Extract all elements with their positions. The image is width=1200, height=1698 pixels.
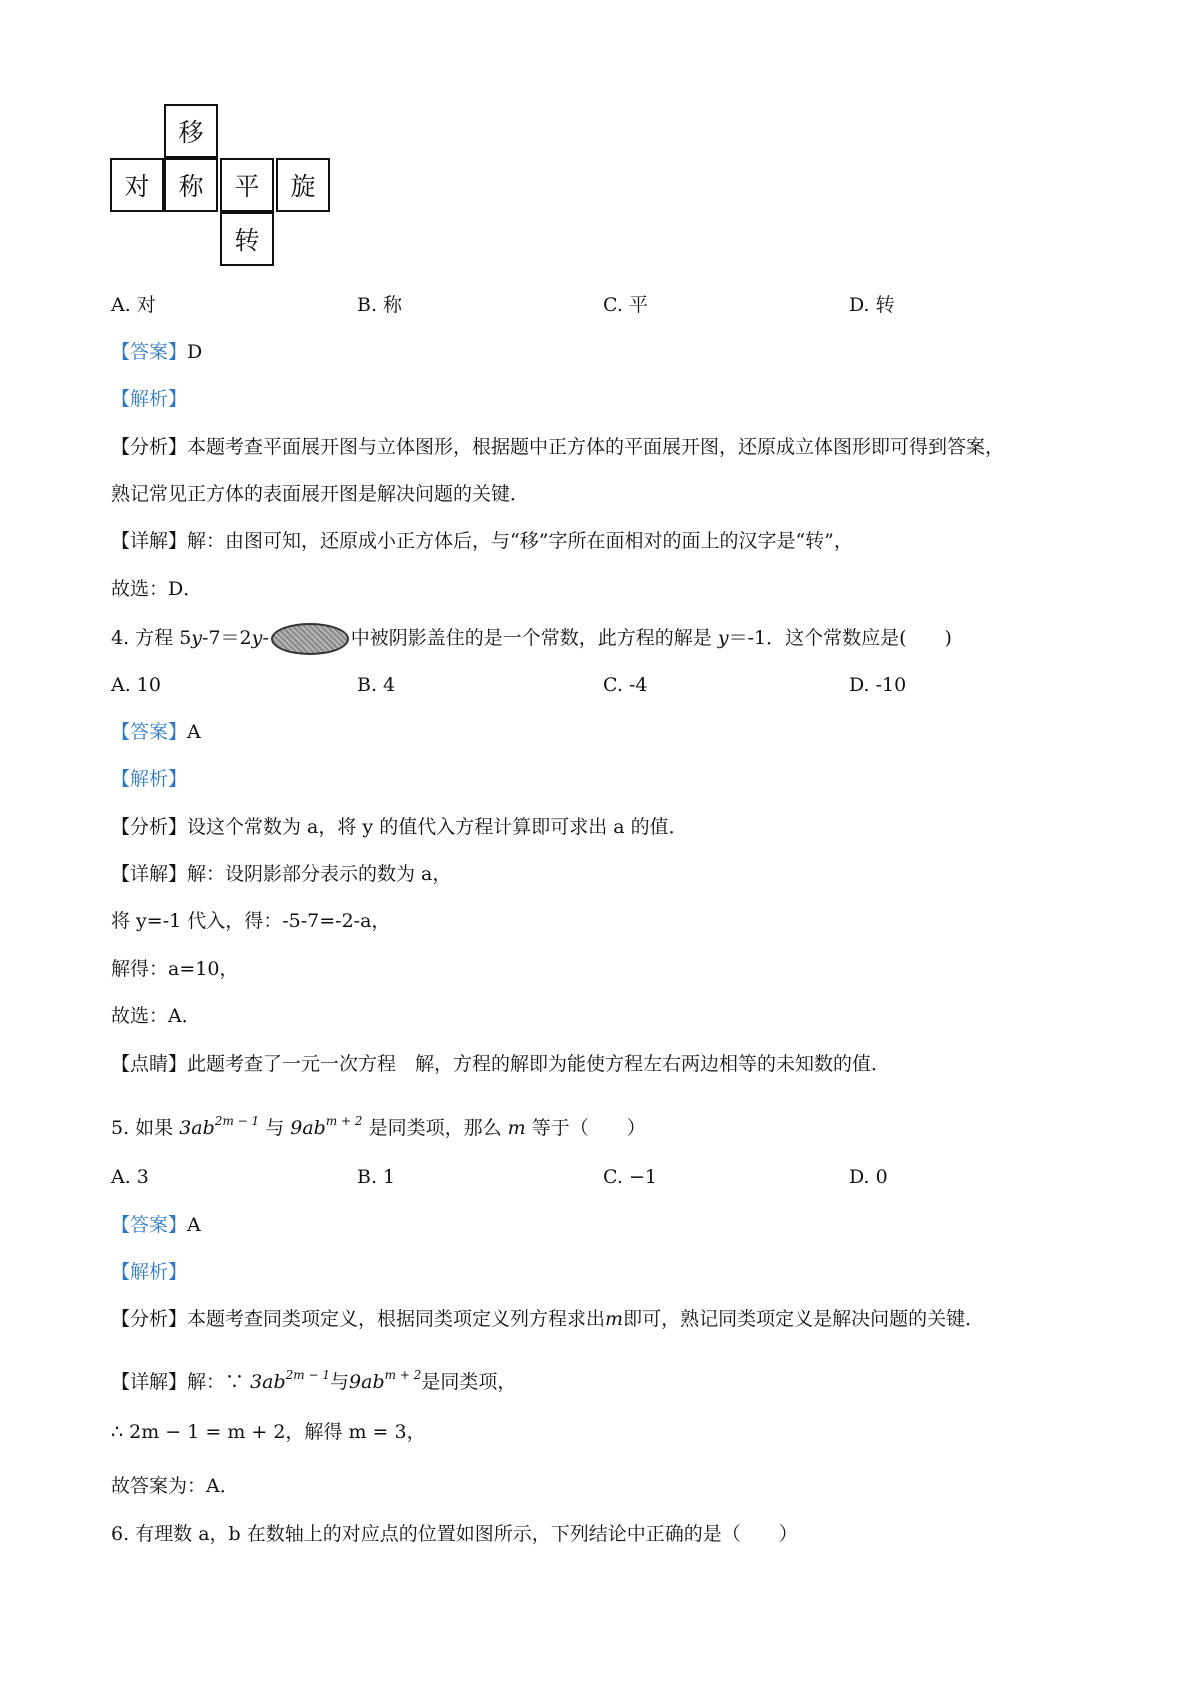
q3-analysis-2: 熟记常见正方体的表面展开图是解决问题的关键． [111, 483, 530, 505]
q4-detail: 【详解】解：设阴影部分表示的数为 a， [111, 863, 452, 885]
q4-option-b: B. 4 [357, 674, 396, 696]
q5-stem: 5. 如果 $3ab^{2m - 1}$ 与 $9ab^{m + 2}$ 是同类项，那么 m 等于（ ） [111, 1114, 646, 1139]
q3-option-a: A. 对 [111, 294, 156, 316]
q5-choose: 故答案为：A． [111, 1475, 239, 1497]
q4-analysis: 【分析】设这个常数为 a，将 y 的值代入方程计算即可求出 a 的值． [111, 816, 688, 838]
q5-detail: 【详解】解：∵ $3ab^{2m - 1}$与$9ab^{m + 2}$是同类项， [111, 1368, 517, 1393]
q3-answer: 【答案】D [111, 341, 203, 363]
net-cell-4: 旋 [276, 158, 330, 212]
net-cell-1: 对 [110, 158, 164, 212]
q3-option-c: C. 平 [603, 294, 648, 316]
q5-option-b: B. 1 [357, 1166, 396, 1188]
shaded-blob [271, 623, 349, 655]
q5-step1: ∴ 2m − 1 = m + 2，解得 m = 3， [111, 1421, 426, 1443]
net-cell-3: 平 [220, 158, 274, 212]
q4-stem: 4. 方程 5y-7＝2y- 中被阴影盖住的是一个常数，此方程的解是 y＝-1．这个常数应是( ) [111, 623, 952, 655]
q5-jiexi: 【解析】 [111, 1261, 188, 1283]
q4-choose: 故选：A． [111, 1005, 201, 1027]
q6-stem: 6. 有理数 a，b 在数轴上的对应点的位置如图所示，下列结论中正确的是（ ） [111, 1523, 798, 1545]
net-cell-top: 移 [164, 104, 218, 158]
q4-comment: 【点睛】此题考查了一元一次方程 解，方程的解即为能使方程左右两边相等的未知数的值． [111, 1053, 891, 1075]
q4-option-d: D. -10 [849, 674, 907, 696]
q5-analysis: 【分析】本题考查同类项定义，根据同类项定义列方程求出m即可，熟记同类项定义是解决问题的关键． [111, 1308, 985, 1330]
q4-step1: 将 y=-1 代入，得：-5-7=-2-a， [111, 910, 391, 932]
q4-option-a: A. 10 [111, 674, 161, 696]
q5-option-d: D. 0 [849, 1166, 888, 1188]
q3-option-d: D. 转 [849, 294, 895, 316]
q4-answer: 【答案】A [111, 721, 201, 743]
q5-answer: 【答案】A [111, 1214, 201, 1236]
q3-analysis-1: 【分析】本题考查平面展开图与立体图形，根据题中正方体的平面展开图，还原成立体图形即可得到答案， [111, 436, 1005, 458]
q4-jiexi: 【解析】 [111, 768, 188, 790]
q3-detail: 【详解】解：由图可知，还原成小正方体后，与“移”字所在面相对的面上的汉字是“转”， [111, 530, 853, 552]
q4-option-c: C. -4 [603, 674, 648, 696]
q3-choose: 故选：D． [111, 578, 203, 600]
q4-step2: 解得：a=10， [111, 958, 239, 980]
q3-option-b: B. 称 [357, 294, 403, 316]
net-cell-2: 称 [164, 158, 218, 212]
q5-option-a: A. 3 [111, 1166, 149, 1188]
q3-jiexi: 【解析】 [111, 388, 188, 410]
net-cell-bottom: 转 [220, 212, 274, 266]
q5-option-c: C. −1 [603, 1166, 657, 1188]
